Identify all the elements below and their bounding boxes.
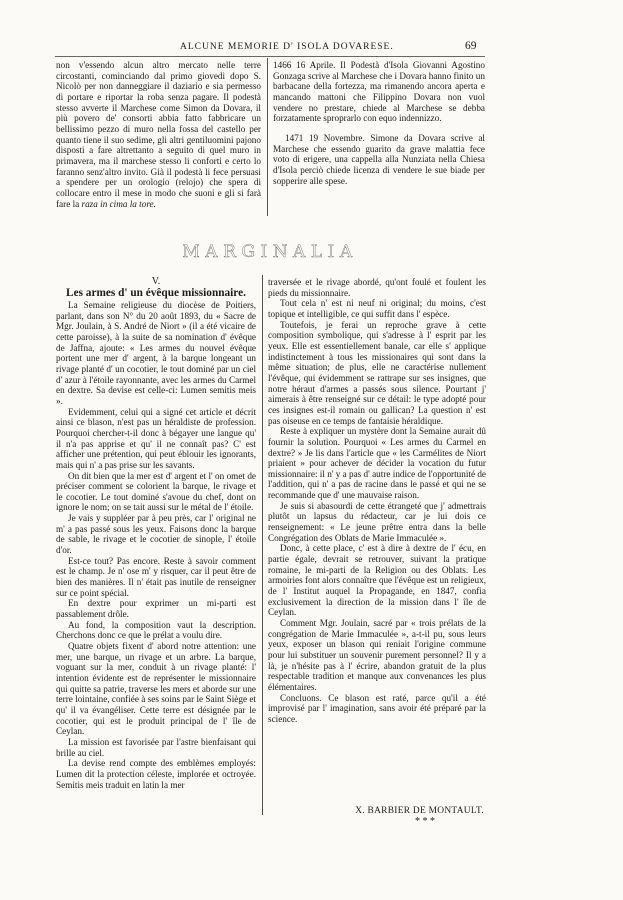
closing-ornament: * * *	[415, 816, 435, 827]
chronicle-entry-1471: 1471 19 Novembre. Simone da Dovara scrive al Marchese che essendo guarito da grave malattia fece voto di erigere, una cappella alla Nunziata nella Chiesa d'Isola perciò chiede licenza di vendere le sue biade per sopperire alle spese.	[273, 132, 485, 186]
article-paragraph: Est-ce tout? Pas encore. Reste à savoir comment est le champ. Je n' ose m' y risquer, car il peut être de bien des manières. Il n' était pas inutile de renseigner sur ce point spécial.	[56, 555, 256, 598]
article-paragraph: Concluons. Ce blason est raté, parce qu'il a été improvisé par l' imagination, sans avoir été préparé par la science.	[268, 692, 486, 724]
top-left-paragraph	[56, 60, 261, 209]
article-left-column	[56, 300, 256, 790]
article-paragraph: Reste à expliquer un mystère dont la Semaine aurait dû fournir la solution. Pourquoi « Les armes du Carmel en dextre? » Je lis dans l'article que « les Carmélites de Niort priaient » pour achever de décider la vocation du futur missionnaire: il n' y a pas d' autre indice de l'opportunité de l'addition, qui n' a pas de racine dans le passé et qui ne se recommande que d' une mauvaise raison.	[268, 426, 487, 501]
top-column-divider	[267, 58, 268, 216]
section-heading-text: MARGINALIA	[182, 242, 358, 262]
article-paragraph: La Semaine religieuse du diocèse de Poitiers, parlant, dans son N° du 20 août 1893, du « Sacre de Mgr. Joulain, à S. André de Niort » (il a été vicaire de cette paroisse), à la suite de sa nomination d' évêque de Jaffna, ajoute: « Les armes du nouvel évêque portent une mer d' argent, à la barque longeant un rivage planté d' un cocotier, le tout dominé par un ciel d' azur à l'étoile rayonnante, avec les armes du Carmel en dextre. Sa devise est celle-ci: Lumen semitis meis ».	[56, 300, 256, 406]
article-paragraph: Donc, à cette place, c' est à dire à dextre de l' écu, en partie égale, devrait se retrouver, suivant la pratique romaine, le mi-parti de la Religion ou des Oblats. Les armoiries font alors connaître que l'évêque est un religieux, de l' Institut auquel la Propagande, en 1847, confia exclusivement la direction de la mission dans l' île de Ceylan.	[268, 543, 486, 618]
top-left-text: non v'essendo alcun altro mercato nelle terre circostanti, cominciando dal primo giovedì dopo S. Nicolò per non danneggiare il daziario e sia permesso di portare e riportar la roba senza pagare. Il podestà stesso avverte il Marchese come Simon da Dovara, il più povero de' consorti abbia fatto fabbricare un bellissimo pezzo di muro nella fossa del castello per quanto tiene il suo sedime, gli altri gentiluomini pajono disposti a fare altrettanto a seguito di quel muro in primavera, ma il marchese stesso li conforti e certo lo faranno senz'altro invito. Già il podestà li fece persuasi a spendere per un orologio (relojo) che spera di collocare entro il mese in modo che suoni e gli si farà fare la	[56, 60, 261, 209]
top-left-italic-tail: raza in cima la tore.	[81, 198, 156, 209]
article-paragraph: Je vais y suppléer par à peu près, car l' original ne m' a pas passé sous les yeux. Faisons donc la barque de sable, le rivage et le cocotier de sinople, l' étoile d'or.	[56, 513, 256, 556]
article-number: V.	[151, 276, 161, 287]
article-paragraph: traversée et le rivage abordé, qu'ont foulé et foulent les pieds du missionnaire.	[268, 277, 486, 298]
author-name: X. BARBIER DE MONTAULT.	[355, 806, 484, 816]
top-left-column	[56, 60, 261, 209]
section-heading-marginalia	[55, 242, 485, 262]
article-paragraph: Quatre objets fixent d' abord notre attention: une mer, une barque, un rivage et un arbre. La barque, voguant sur la mer, conduit à un rivage planté: l' intention évidente est de représenter le missionnaire qui quitte sa patrie, traverse les mers et aborde sur une terre lointaine, confiée à ses soins par le Saint Siège et qu' il va évangéliser. Cette terre est désignée par le cocotier, qui est le produit principal de l' île de Ceylan.	[56, 641, 256, 737]
author-signature	[268, 806, 484, 816]
chronicle-entry-1466: 1466 16 Aprile. Il Podestà d'Isola Giovanni Agostino Gonzaga scrive al Marchese che i Dovara hanno finito un barbacane della fortezza, ma rimanendo ancora aperta e mancando mattoni che Filippino Dovara non vuol vendere no prestare, chiede al Marchese se debba forzatamente sproprarlo con equo indennizzo.	[273, 60, 485, 124]
running-header	[0, 42, 623, 56]
top-right-column	[273, 60, 485, 186]
article-right-column	[268, 277, 486, 725]
main-column-divider	[262, 275, 263, 815]
article-paragraph: La devise rend compte des emblèmes employés: Lumen dit la protection céleste, implorée et octroyée. Semitis meis traduit en latin la mer	[56, 758, 256, 790]
header-rule	[55, 56, 485, 57]
article-paragraph: On dit bien que la mer est d' argent et l' on omet de préciser comment se colorient la barque, le rivage et le cocotier. Le tout dominé s'avoue du chef, dont on ignore le nom; on se tait aussi sur le métal de l' étoile.	[56, 470, 256, 513]
article-paragraph: Tout cela n' est ni neuf ni original; du moins, c'est topique et intelligible, ce qui suffit dans l' espèce.	[268, 298, 486, 319]
article-paragraph: Je suis si abasourdi de cette étrangeté que j' admettrais plutôt un lapsus du rédacteur, car je lui dois ce renseignement: « Le jeune prêtre entra dans la belle Congrégation des Oblats de Marie Immaculée ».	[268, 500, 486, 543]
article-paragraph: Au fond, la composition vaut la description. Cherchons donc ce que le prélat a voulu dire.	[56, 619, 256, 641]
article-paragraph: Evidemment, celui qui a signé cet article et décrit ainsi ce blason, n'est pas un héraldiste de profession. Pourquoi chercher-t-il donc à bégayer une langue qu' il n'a pas apprise et qu' il ne connaît pas? C' est afficher une prétention, qui peut éblouir les ignorants, mais qui n' a pas prise sur les savants.	[56, 406, 256, 470]
article-paragraph: Toutefois, je ferai un reproche grave à cette composition symbolique, qui s'adresse à l' esprit par les yeux. Elle est essentiellement banale, car elle s' applique indistinctement à tous les missionaires qui sont dans la même situation; de plus, elle ne caractérise nullement l'évêque, qui évidemment se rattrape sur ses insignes, que notre héraut d'armes a passés sous silence. Pourtant j' aimerais à être renseigné sur ce détail: le type adopté pour ces insignes est-il romain ou gallican? La question n' est pas oiseuse en ce temps de fantaisie héraldique.	[268, 319, 486, 426]
article-paragraph: Comment Mgr. Joulain, sacré par « trois prélats de la congrégation de Marie Immaculée », a-t-il pu, sous leurs yeux, exposer un blason qui reniait l'origine commune pour lui substituer un souvenir purement personnel? Il y a là, je n'hésite pas à l' écrire, abandon gratuit de la plus respectable tradition et manque aux convenances les plus élémentaires.	[268, 618, 486, 692]
running-title: ALCUNE MEMORIE D' ISOLA DOVARESE.	[180, 42, 394, 52]
article-paragraph: En dextre pour exprimer un mi-parti est passablement drôle.	[56, 598, 256, 620]
article-paragraph: La mission est favorisée par l'astre bienfaisant qui brille au ciel.	[56, 736, 256, 758]
page-number: 69	[465, 40, 477, 52]
article-title: Les armes d' un évêque missionnaire.	[66, 287, 246, 299]
